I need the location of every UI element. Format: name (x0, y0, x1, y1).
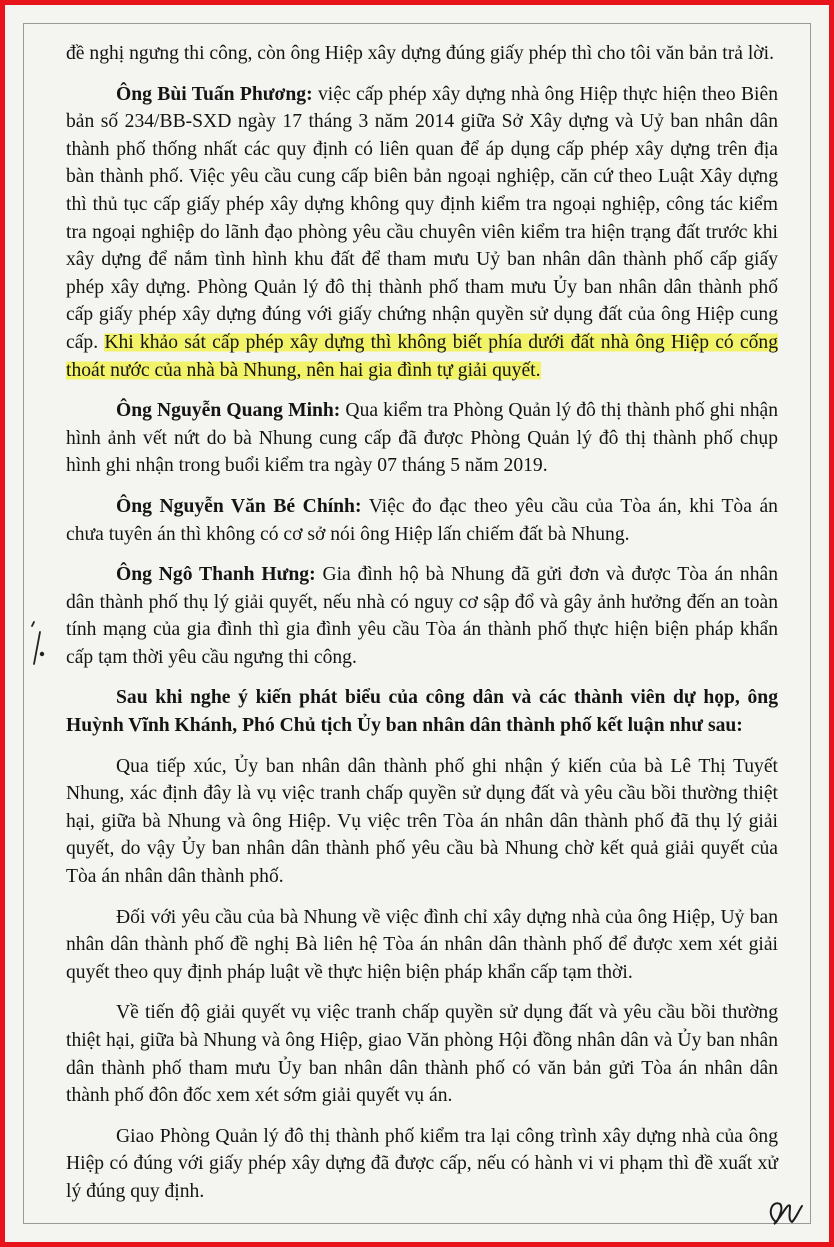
speaker-name: Ông Nguyễn Quang Minh: (116, 400, 341, 422)
paragraph-nguyen-van-be-chinh (66, 493, 778, 548)
statement-text: Qua kiểm tra Phòng Quản lý đô thị thành phố ghi nhận hình ảnh vết nứt do bà Nhung cung cấp đã được Phòng Quản lý đô thị thành phố chụp hình ghi nhận trong buổi kiểm tra ngày 07 tháng 5 năm 2019. (66, 400, 778, 477)
statement-text: Gia đình hộ bà Nhung đã gửi đơn và được Tòa án nhân dân thành phố thụ lý giải quyết, nếu nhà có nguy cơ sập đổ và gây ảnh hưởng đến an toàn tính mạng của gia đình thì gia đình yêu cầu Tòa án thành phố thực hiện biện pháp khẩn cấp tạm thời yêu cầu ngưng thi công. (66, 564, 778, 668)
paragraph-nguyen-quang-minh (66, 397, 778, 480)
statement-text: việc cấp phép xây dựng nhà ông Hiệp thực hiện theo Biên bản số 234/BB-SXD ngày 17 tháng 3 năm 2014 giữa Sở Xây dựng và Uỷ ban nhân dân thành phố thống nhất các quy định có liên quan để áp dụng cấp phép xây dựng trên địa bàn thành phố. Việc yêu cầu cung cấp biên bản ngoại nghiệp, căn cứ theo Luật Xây dựng thì thủ tục cấp giấy phép xây dựng không quy định kiểm tra ngoại nghiệp, công tác kiểm tra ngoại nghiệp do lãnh đạo phòng yêu cầu chuyên viên kiểm tra hiện trạng đất trước khi xây dựng để nắm tình hình khu đất để tham mưu Uỷ ban nhân dân thành phố cấp giấy phép xây dựng. Phòng Quản lý đô thị thành phố tham mưu Ủy ban nhân dân thành phố cấp giấy phép xây dựng đúng với giấy chứng nhận quyền sử dụng đất của ông Hiệp cung cấp. (66, 83, 778, 353)
highlighted-text: Khi khảo sát cấp phép xây dựng thì không biết phía dưới đất nhà ông Hiệp có cống thoát nước của nhà bà Nhung, nên hai gia đình tự giải quyết. (66, 331, 778, 381)
margin-pen-mark (28, 620, 50, 670)
speaker-name: Ông Ngô Thanh Hưng: (116, 564, 316, 586)
paragraph-bui-tuan-phuong (66, 81, 778, 385)
paragraph-continuation: đề nghị ngưng thi công, còn ông Hiệp xây dựng đúng giấy phép thì cho tôi văn bản trả lời. (66, 43, 775, 64)
conclusion-heading: Sau khi nghe ý kiến phát biểu của công dân và các thành viên dự họp, ông Huỳnh Vĩnh Khánh, Phó Chủ tịch Ủy ban nhân dân thành phố kết luận như sau: (66, 687, 778, 737)
paragraph-ngo-thanh-hung (66, 561, 778, 671)
statement-text: Việc đo đạc theo yêu cầu của Tòa án, khi Tòa án chưa tuyên án thì không có cơ sở nói ông Hiệp lấn chiếm đất bà Nhung. (66, 495, 778, 545)
speaker-name: Ông Bùi Tuấn Phương: (116, 83, 313, 105)
conclusion-paragraph-3: Về tiến độ giải quyết vụ việc tranh chấp quyền sử dụng đất và yêu cầu bồi thường thiệt hại, giữa bà Nhung và ông Hiệp, giao Văn phòng Hội đồng nhân dân và Ủy ban nhân dân thành phố tham mưu Ủy ban nhân dân thành phố có văn bản gửi Tòa án nhân dân thành phố đôn đốc xem xét sớm giải quyết vụ án. (66, 1002, 778, 1107)
conclusion-paragraph-4: Giao Phòng Quản lý đô thị thành phố kiểm tra lại công trình xây dựng nhà của ông Hiệp có đúng với giấy phép xây dựng đã được cấp, nếu có hành vi vi phạm thì đề xuất xử lý đúng quy định. (66, 1125, 778, 1202)
document-page (66, 40, 778, 1206)
initials-signature (762, 1192, 812, 1232)
conclusion-paragraph-1: Qua tiếp xúc, Ủy ban nhân dân thành phố ghi nhận ý kiến của bà Lê Thị Tuyết Nhung, xác định đây là vụ việc tranh chấp quyền sử dụng đất và yêu cầu bồi thường thiệt hại, giữa bà Nhung và ông Hiệp. Vụ việc trên Tòa án nhân dân thành phố đã thụ lý giải quyết, do vậy Ủy ban nhân dân thành phố yêu cầu bà Nhung chờ kết quả giải quyết của Tòa án nhân dân thành phố. (66, 755, 778, 888)
conclusion-paragraph-2: Đối với yêu cầu của bà Nhung về việc đình chỉ xây dựng nhà của ông Hiệp, Uỷ ban nhân dân thành phố đề nghị Bà liên hệ Tòa án nhân dân thành phố để được xem xét giải quyết theo quy định pháp luật về thực hiện biện pháp khẩn cấp tạm thời. (66, 906, 778, 983)
speaker-name: Ông Nguyễn Văn Bé Chính: (116, 495, 362, 517)
